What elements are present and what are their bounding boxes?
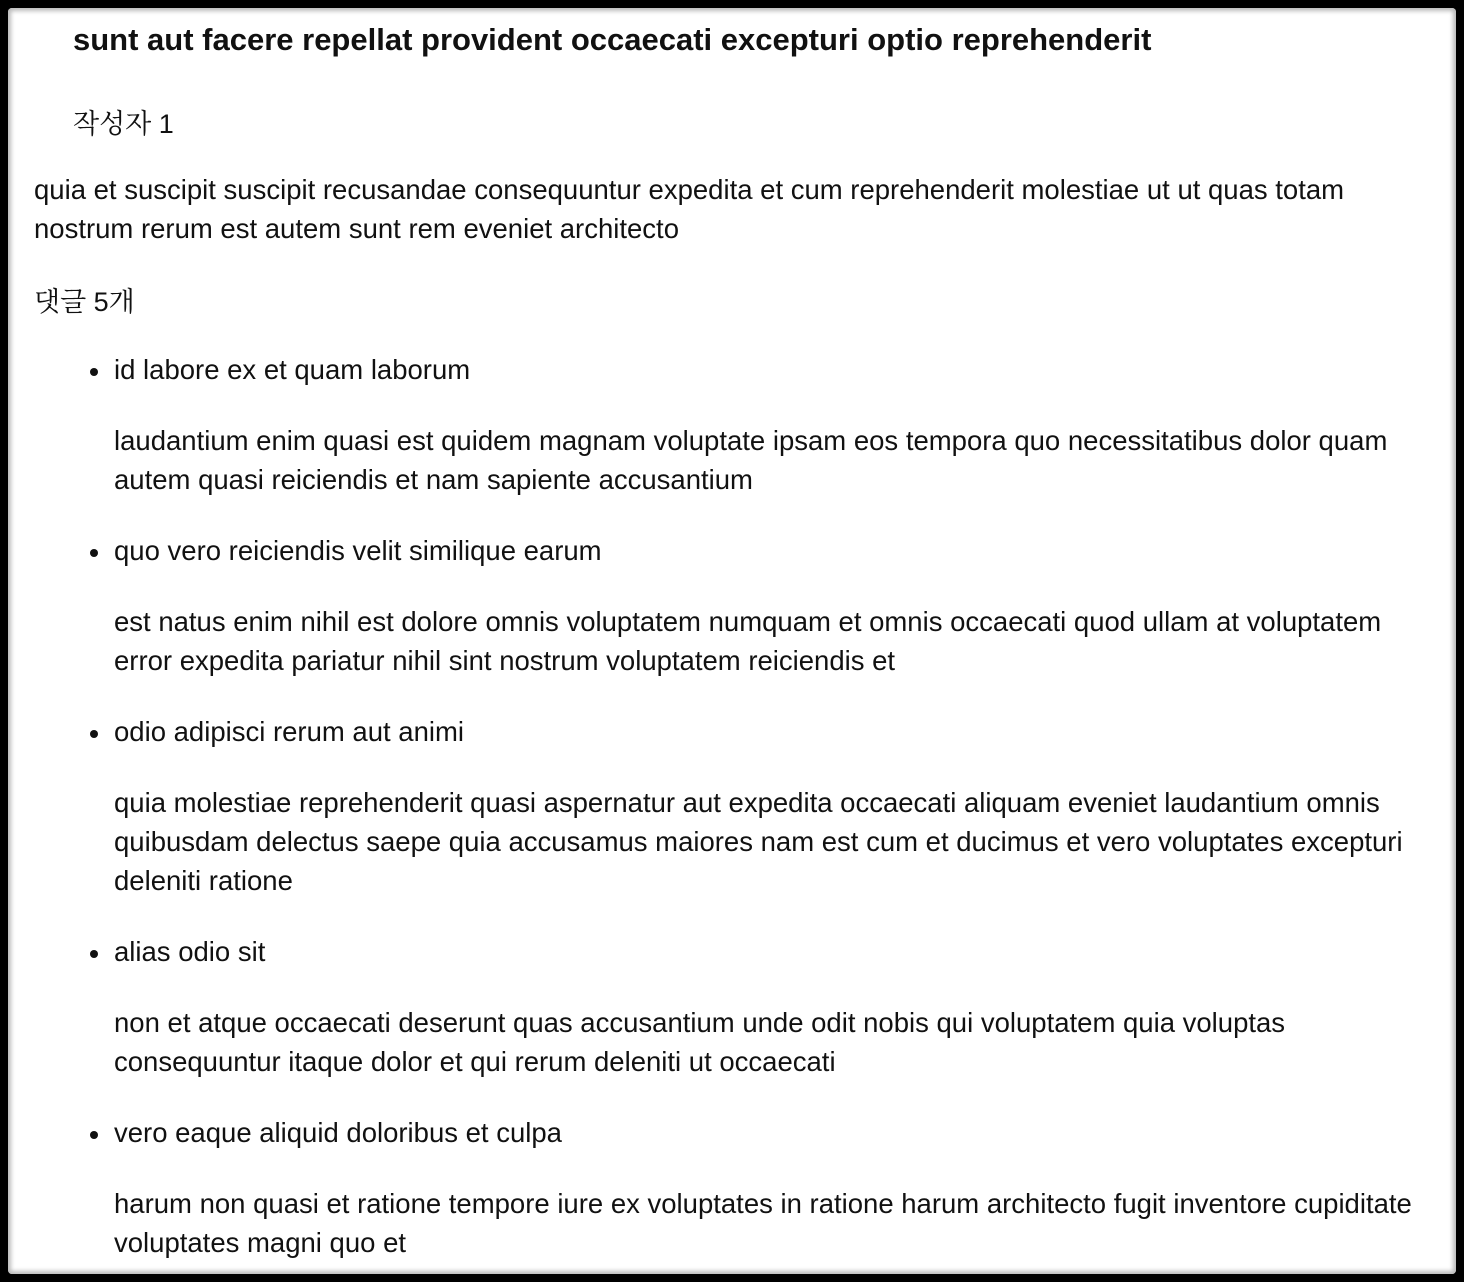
comment-body: laudantium enim quasi est quidem magnam voluptate ipsam eos tempora quo necessitatibus dolor quam autem quasi reiciendis et nam sapiente accusantium <box>114 425 1388 495</box>
comment-body: non et atque occaecati deserunt quas accusantium unde odit nobis qui voluptatem quia voluptas consequuntur itaque dolor et qui rerum deleniti ut occaecati <box>114 1007 1286 1077</box>
comment-name: vero eaque aliquid doloribus et culpa <box>114 1117 562 1148</box>
post-detail-page <box>8 8 1456 1274</box>
comment-name: alias odio sit <box>114 936 266 967</box>
comment-count: 댓글 5개 <box>34 287 135 317</box>
post-author: 작성자 1 <box>73 109 174 139</box>
comment-body: harum non quasi et ratione tempore iure ex voluptates in ratione harum architecto fugit inventore cupiditate voluptates magni quo et <box>114 1188 1412 1258</box>
comment-list <box>114 350 1444 1274</box>
comment-item <box>114 1113 1444 1262</box>
comment-item <box>114 712 1444 900</box>
comment-name: odio adipisci rerum aut animi <box>114 716 465 747</box>
comment-item <box>114 531 1444 680</box>
post-title: sunt aut facere repellat provident occaecati excepturi optio reprehenderit <box>73 22 1152 57</box>
post-body: quia et suscipit suscipit recusandae consequuntur expedita et cum reprehenderit molestiae ut ut quas totam nostrum rerum est autem sunt rem eveniet architecto <box>34 174 1345 244</box>
comment-body: quia molestiae reprehenderit quasi aspernatur aut expedita occaecati aliquam eveniet laudantium omnis quibusdam delectus saepe quia accusamus maiores nam est cum et ducimus et vero voluptates excepturi deleniti ratione <box>114 787 1403 896</box>
comment-name: quo vero reiciendis velit similique earum <box>114 535 602 566</box>
comment-body: est natus enim nihil est dolore omnis voluptatem numquam et omnis occaecati quod ullam at voluptatem error expedita pariatur nihil sint nostrum voluptatem reiciendis et <box>114 606 1382 676</box>
comment-item <box>114 350 1444 499</box>
comment-name: id labore ex et quam laborum <box>114 354 471 385</box>
comment-item <box>114 932 1444 1081</box>
